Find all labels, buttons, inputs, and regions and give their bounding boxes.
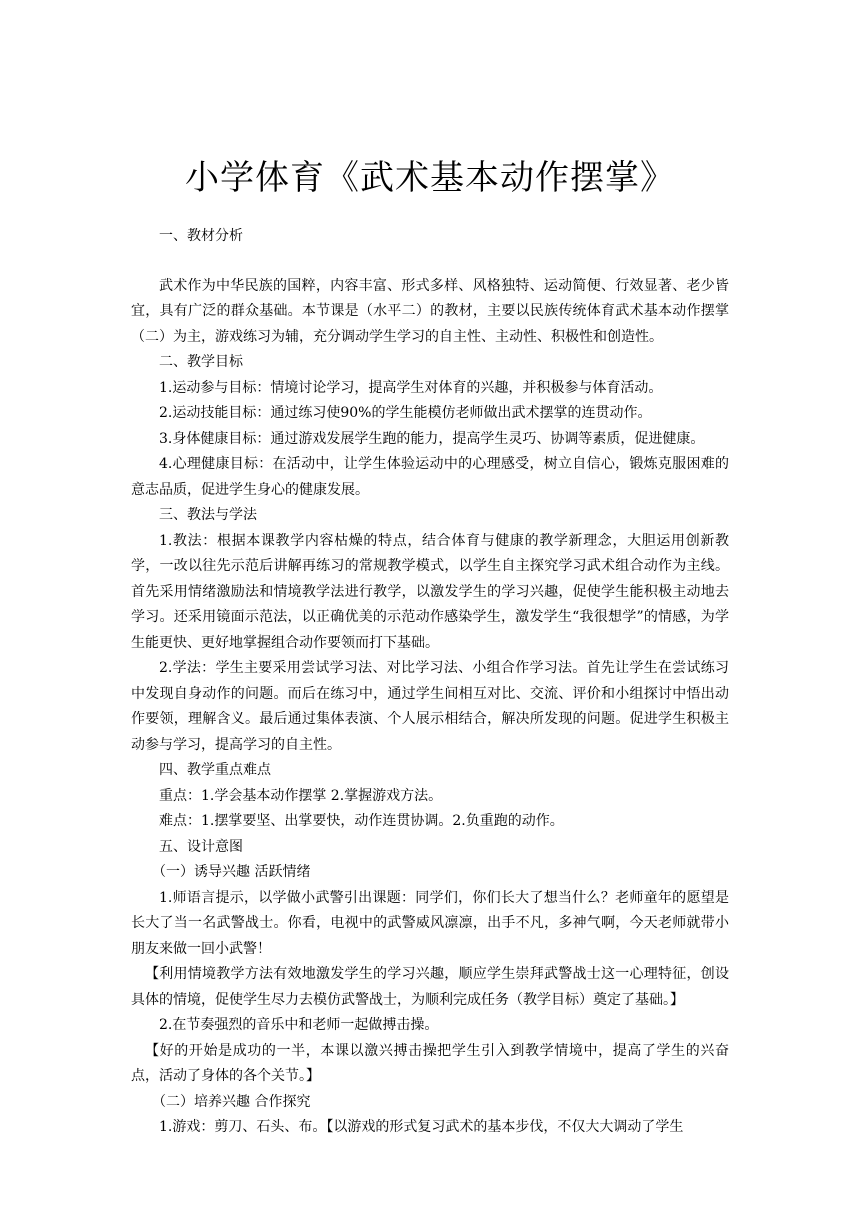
subsection-heading-2: （二）培养兴趣 合作探究 [152,1093,311,1110]
paragraph-design-note-1: 【利用情境教学方法有效地激发学生的学习兴趣，顺应学生崇拜武警战士这一心理特征，创设具体的情境，促使学生尽力去模仿武警战士，为顺利完成任务（教学目标）奠定了基础。】 [131,966,729,1008]
paragraph-teaching-method: 1.教法：根据本课教学内容枯燥的特点，结合体育与健康的教学新理念，大胆运用创新教学，一改以往先示范后讲解再练习的常规教学模式，以学生自主探究学习武术组合动作为主线。首先采用情绪激励法和情境教学法进行教学，以激发学生的学习兴趣，促使学生能积极主动地去学习。还采用镜面示范法，以正确优美的示范动作感染学生，激发学生“我很想学”的情感，为学生能更快、更好地掌握组合动作要领而打下基础。 [131,532,729,651]
paragraph-game: 1.游戏：剪刀、石头、布。【以游戏的形式复习武术的基本步伐，不仅大大调动了学生 [159,1119,684,1135]
paragraph-design-note-2: 【好的开始是成功的一半，本课以激兴搏击操把学生引入到教学情境中，提高了学生的兴奋点，活动了身体的各个关节。】 [131,1042,729,1084]
paragraph-goal-3: 3.身体健康目标：通过游戏发展学生跑的能力，提高学生灵巧、协调等素质，促进健康。 [159,430,705,447]
paragraph-goal-2: 2.运动技能目标：通过练习使90%的学生能模仿老师做出武术摆掌的连贯动作。 [159,405,652,421]
section-heading-4: 四、教学重点难点 [159,762,271,778]
paragraph-design-1: 1.师语言提示，以学做小武警引出课题：同学们，你们长大了想当什么？老师童年的愿望是长大了当一名武警战士。你看，电视中的武警威风凛凛，出手不凡，多神气啊，今天老师就带小朋友来做一回小武警！ [131,889,729,957]
section-heading-3: 三、教法与学法 [159,507,257,523]
subsection-heading-1: （一）诱导兴趣 活跃情绪 [152,864,311,880]
document-title: 小学体育《武术基本动作摆掌》 [185,158,675,198]
paragraph-goal-4: 4.心理健康目标：在活动中，让学生体验运动中的心理感受，树立自信心，锻炼克服困难的意志品质，促进学生身心的健康发展。 [131,456,729,498]
paragraph-learning-method: 2.学法：学生主要采用尝试学习法、对比学习法、小组合作学习法。首先让学生在尝试练习中发现自身动作的问题。而后在练习中，通过学生间相互对比、交流、评价和小组探讨中悟出动作要领，理解含义。最后通过集体表演、个人展示相结合，解决所发现的问题。促进学生积极主动参与学习，提高学习的自主性。 [131,660,729,753]
paragraph-design-2: 2.在节奏强烈的音乐中和老师一起做搏击操。 [159,1017,439,1033]
section-heading-2: 二、教学目标 [159,354,243,370]
paragraph-difficulties: 难点：1.摆掌要坚、出掌要快，动作连贯协调。2.负重跑的动作。 [159,813,564,829]
section-heading-5: 五、设计意图 [159,838,243,855]
document-page [131,150,729,1141]
paragraph-key-points: 重点：1.学会基本动作摆掌 2.掌握游戏方法。 [159,787,443,804]
section-heading-1: 一、教材分析 [159,228,243,244]
paragraph-material-analysis: 武术作为中华民族的国粹，内容丰富、形式多样、风格独特、运动简便、行效显著、老少皆宜，具有广泛的群众基础。本节课是（水平二）的教材，主要以民族传统体育武术基本动作摆掌（二）为主，游戏练习为辅，充分调动学生学习的自主性、主动性、积极性和创造性。 [131,277,729,345]
paragraph-goal-1: 1.运动参与目标：情境讨论学习，提高学生对体育的兴趣，并积极参与体育活动。 [159,379,663,396]
